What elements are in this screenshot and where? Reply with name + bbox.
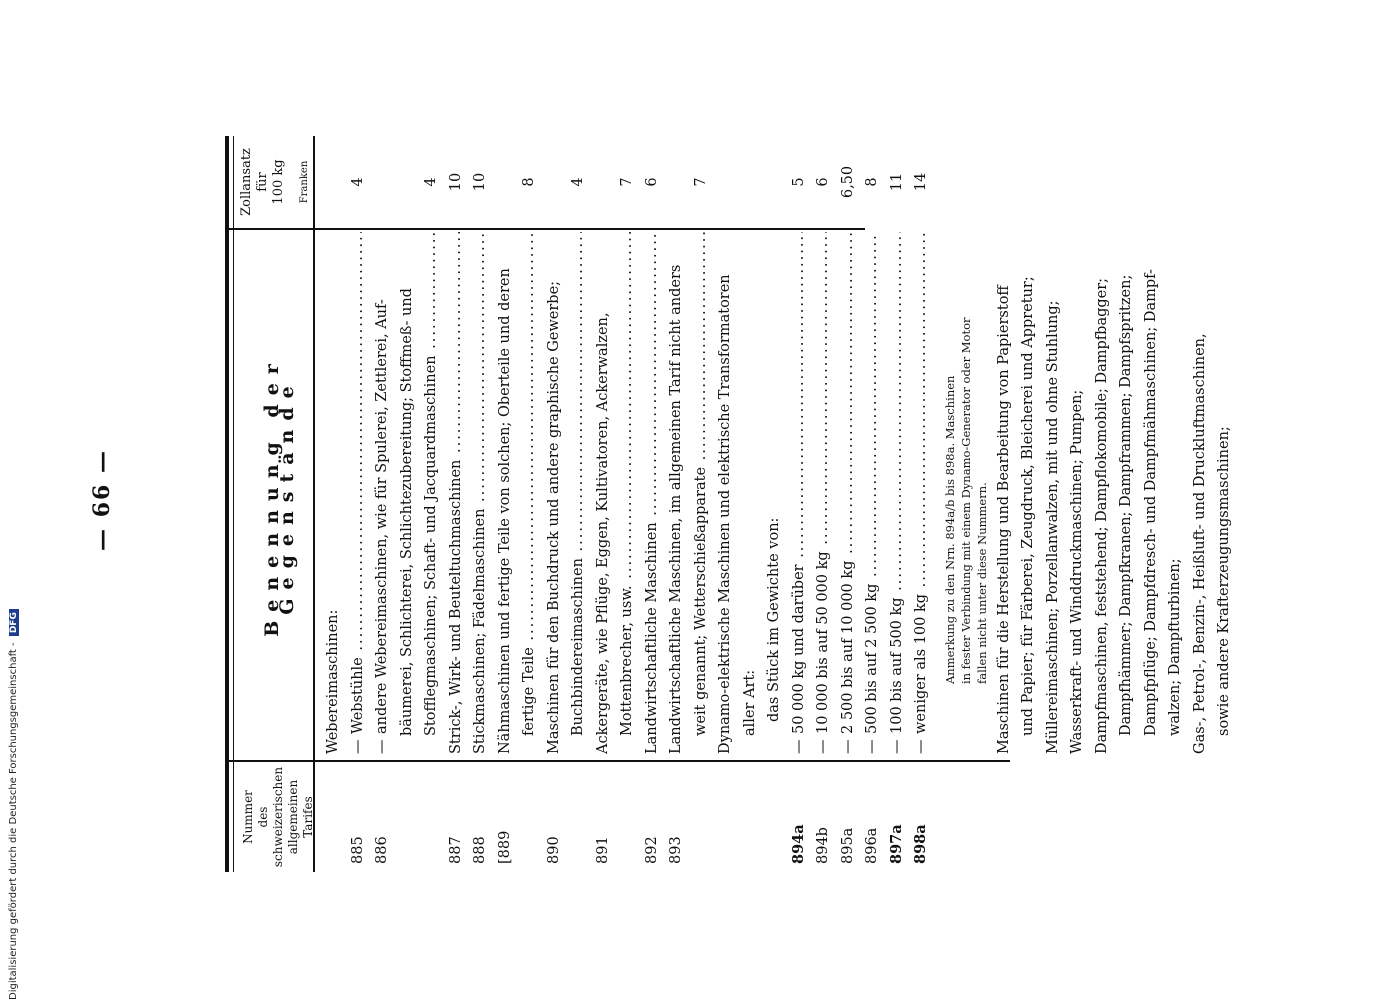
- table-row: [787, 136, 811, 872]
- table-row: [1139, 136, 1163, 872]
- table-row: [762, 136, 786, 872]
- item-description: Maschinen für die Herstellung und Bearbeitung von Papierstoff: [995, 285, 1012, 754]
- item-dash: —: [864, 739, 880, 754]
- header-title: Benennung der Gegenstände: [261, 355, 298, 637]
- table-row: [370, 136, 394, 872]
- tariff-number: 892: [643, 836, 660, 864]
- header-duty-line: für: [255, 172, 270, 192]
- table-row: [860, 136, 884, 872]
- table-row: [640, 136, 664, 872]
- table-row: [1163, 136, 1187, 872]
- page-number: — 66 —: [89, 449, 115, 551]
- table-row: [1090, 136, 1114, 872]
- tariff-number: 894a: [789, 824, 807, 864]
- table-row: [836, 136, 860, 872]
- table-row: [615, 136, 639, 872]
- item-description: Dampfpflüge; Dampfdresch- und Dampfmähmaschinen; Dampf-: [1142, 269, 1159, 736]
- item-description: Buchbindereimaschinen .....: [566, 232, 590, 736]
- table-row: [992, 136, 1016, 872]
- item-description: 10 000 bis auf 50 000 kg .....: [811, 232, 835, 734]
- item-description: und Papier; für Färberei, Zeugdruck, Bleicherei und Appretur;: [1020, 276, 1036, 736]
- tariff-number: 895a: [839, 827, 856, 864]
- item-description: Dampfhämmer; Dampfkranen; Dampframmen; Dampfspritzen;: [1118, 274, 1134, 736]
- duty-rate: 6: [815, 177, 831, 187]
- item-dash: —: [349, 739, 366, 754]
- note-text: Anmerkung zu den Nrn. 894a/b bis 898a. Maschinen: [942, 375, 957, 684]
- item-description: Gas-, Petrol-, Benzin-, Heißluft- und Druckluftmaschinen,: [1191, 333, 1208, 754]
- header-number-line: Tarifes: [301, 796, 315, 838]
- item-description: andere Webereimaschinen, wie für Spulerei, Zettlerei, Auf-: [374, 299, 390, 734]
- item-description: Stickmaschinen; Fädelmaschinen .....: [468, 232, 492, 754]
- table-row: [321, 136, 345, 872]
- table-row: [1065, 136, 1089, 872]
- item-description: Nähmaschinen und fertige Teile von solchen; Oberteile und deren: [496, 268, 513, 754]
- table-row: [1188, 136, 1212, 872]
- table-row: [1016, 136, 1040, 872]
- tariff-number: 898a: [912, 824, 929, 864]
- header-number-line: allgemeinen: [286, 779, 300, 855]
- item-dash: —: [913, 739, 929, 754]
- item-dash: —: [790, 739, 807, 754]
- item-description: Stofflegmaschinen; Schaft- und Jacquardmaschinen .....: [419, 232, 443, 736]
- table-row: [1041, 136, 1065, 872]
- item-description: fertige Teile .....: [517, 232, 541, 736]
- tariff-number: 887: [447, 836, 464, 864]
- item-description: 2 500 bis auf 10 000 kg .....: [836, 232, 860, 734]
- header-number-line: Nummer: [241, 790, 255, 844]
- tariff-number: 897a: [887, 824, 905, 864]
- tariff-number: 896a: [864, 827, 880, 864]
- duty-rate: 10: [447, 172, 464, 192]
- duty-rate: 5: [790, 177, 807, 187]
- header-duty-line: Zollansatz: [239, 148, 254, 216]
- digitization-credit: [8, 600, 19, 1000]
- item-dash: —: [374, 739, 390, 754]
- table-row: [493, 136, 517, 872]
- table-row: [970, 136, 994, 872]
- table-row: [468, 136, 492, 872]
- duty-rate: 10: [472, 172, 488, 192]
- duty-rate: 7: [692, 177, 709, 187]
- table-row: [738, 136, 762, 872]
- tariff-number: 885: [349, 836, 366, 864]
- table-row: [689, 136, 713, 872]
- table-row: [811, 136, 835, 872]
- item-description: Landwirtschaftliche Maschinen .....: [640, 232, 664, 754]
- item-description: Wasserkraft- und Winddruckmaschinen; Pumpen;: [1069, 389, 1085, 754]
- duty-rate: 6: [643, 177, 660, 187]
- item-description: Müllereimaschinen; Porzellanwalzen, mit und ohne Stuhlung;: [1044, 300, 1061, 754]
- header-number-line: schweizerischen: [271, 766, 285, 868]
- table-row: [591, 136, 615, 872]
- tariff-number: 886: [374, 836, 390, 864]
- tariff-number: 888: [472, 836, 488, 864]
- item-description: Webereimaschinen:: [325, 609, 341, 754]
- item-description: aller Art:: [741, 669, 758, 736]
- table-row: [885, 136, 909, 872]
- header-number-column: [241, 764, 316, 870]
- item-description: Dynamo-elektrische Maschinen und elektrische Transformatoren: [717, 274, 733, 754]
- table-row: [542, 136, 566, 872]
- item-description: Strick-, Wirk- und Beuteltuchmaschinen .....: [444, 232, 468, 754]
- item-description: sowie andere Krafterzeugungsmaschinen;: [1216, 426, 1232, 736]
- table-row: [346, 136, 370, 872]
- item-description: 100 bis auf 500 kg .....: [885, 232, 909, 734]
- table-row: [395, 136, 419, 872]
- item-description: Landwirtschaftliche Maschinen, im allgemeinen Tarif nicht anders: [668, 264, 684, 754]
- item-dash: —: [888, 739, 905, 754]
- table-row: [713, 136, 737, 872]
- duty-rate: 8: [864, 177, 880, 187]
- tariff-number: 893: [668, 836, 684, 864]
- duty-rate: 11: [888, 172, 905, 192]
- item-description: weit genannt; Wetterschießapparate .....: [689, 232, 713, 736]
- item-description: Ackergeräte, wie Pflüge, Eggen, Kultivatoren, Ackerwalzen,: [594, 312, 611, 754]
- dfg-logo: DFG: [9, 609, 19, 636]
- item-description: Mottenbrecher, usw. .....: [615, 232, 639, 736]
- item-description: weniger als 100 kg .....: [909, 232, 933, 734]
- duty-rate: 8: [521, 177, 537, 187]
- table-row: [566, 136, 590, 872]
- tariff-number: [889: [496, 830, 513, 864]
- tariff-number: 894b: [815, 827, 831, 864]
- header-duty-line: 100 kg: [271, 159, 286, 205]
- credit-text: Digitalisierung gefördert durch die Deutsche Forschungsgemeinschaft -: [8, 642, 19, 1000]
- note-text: fallen nicht unter diese Nummern.: [974, 482, 989, 684]
- item-description: 50 000 kg und darüber .....: [787, 232, 811, 734]
- item-dash: —: [839, 739, 856, 754]
- item-description: Maschinen für den Buchdruck und andere graphische Gewerbe;: [545, 280, 562, 754]
- table-row: [1212, 136, 1236, 872]
- header-number-line: des: [256, 806, 270, 828]
- note-text: in fester Verbindung mit einem Dynamo-Generator oder Motor: [958, 317, 973, 684]
- table-row: [664, 136, 688, 872]
- duty-rate: 4: [570, 177, 586, 187]
- item-description: Webstühle .....: [346, 232, 370, 734]
- table-row: [444, 136, 468, 872]
- header-duty-column: [239, 138, 287, 226]
- duty-rate: 6,50: [839, 165, 856, 199]
- header-unit: Franken: [299, 160, 310, 204]
- item-description: walzen; Dampfturbinen;: [1167, 558, 1183, 736]
- item-description: das Stück im Gewichte von:: [766, 517, 782, 722]
- item-description: 500 bis auf 2 500 kg .....: [860, 232, 884, 734]
- duty-rate: 4: [423, 177, 439, 187]
- item-description: Dampfmaschinen, feststehend; Dampflokomobile; Dampfbagger;: [1093, 277, 1110, 754]
- table-row: [517, 136, 541, 872]
- item-description: bäumerei, Schlichterei, Schlichtezubereitung; Stoffmeß- und: [398, 288, 415, 736]
- duty-rate: 14: [913, 172, 929, 192]
- table-row: [419, 136, 443, 872]
- duty-rate: 7: [619, 177, 635, 187]
- table-row: [909, 136, 933, 872]
- rotated-page: [75, 0, 1275, 1000]
- tariff-number: 890: [545, 836, 562, 864]
- duty-rate: 4: [349, 177, 366, 187]
- item-dash: —: [815, 739, 831, 754]
- tariff-number: 891: [594, 836, 611, 864]
- table-row: [1114, 136, 1138, 872]
